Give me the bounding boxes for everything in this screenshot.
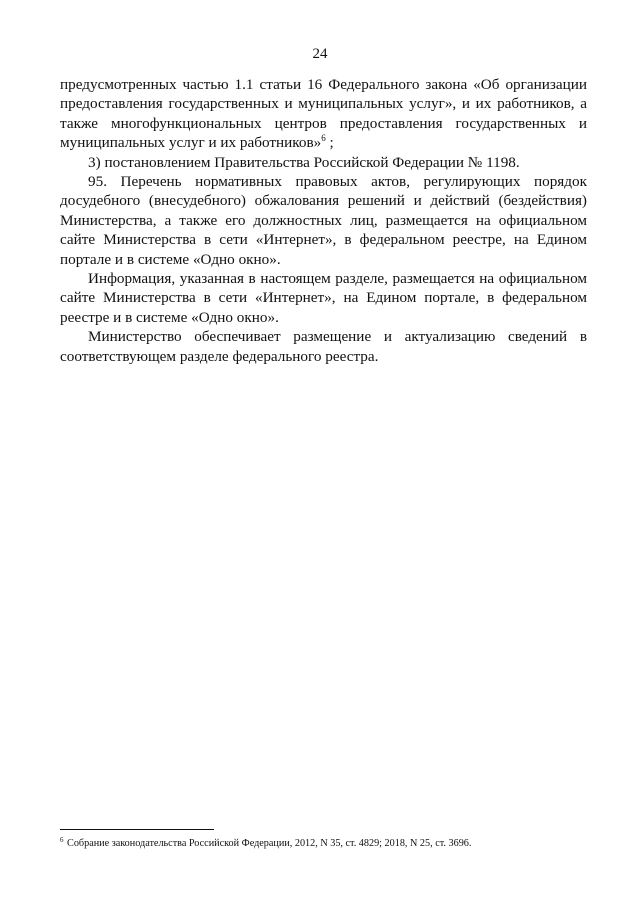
footnote-divider <box>60 829 214 830</box>
paragraph-information: Информация, указанная в настоящем разделе, размещается на официальном сайте Министерства в сети «Интернет», на Едином портале, в федеральном реестре и в системе «Одно окно». <box>60 270 587 326</box>
page-number: 24 <box>312 46 328 62</box>
footnote-reference: 6 <box>321 133 326 144</box>
paragraph-95: 95. Перечень нормативных правовых актов, регулирующих порядок досудебного (внесудебного) обжалования решений и действий (бездействия) Министерства, а также его должностных лиц, размещается на официальном сайте Министерства в сети «Интернет», в федеральном реестре, на Едином портале и в системе «Одно окно». <box>60 173 587 268</box>
paragraph-continuation <box>60 75 587 153</box>
footnote-text: Собрание законодательства Российской Федерации, 2012, N 35, ст. 4829; 2018, N 25, ст. 3696. <box>64 838 472 849</box>
document-body <box>60 75 587 366</box>
footnote <box>60 837 587 851</box>
paragraph-item-3: 3) постановлением Правительства Российской Федерации № 1198. <box>88 153 520 171</box>
footnote-marker: 6 <box>60 836 64 844</box>
paragraph-ministry: Министерство обеспечивает размещение и актуализацию сведений в соответствующем разделе федерального реестра. <box>60 328 587 365</box>
paragraph-text: предусмотренных частью 1.1 статьи 16 Федерального закона «Об организации предоставления государственных и муниципальных услуг», и их работников, а также многофункциональных центров предоставления государственных и муниципальных услуг и их работников» <box>60 76 587 152</box>
paragraph-text-tail: ; <box>325 134 334 152</box>
